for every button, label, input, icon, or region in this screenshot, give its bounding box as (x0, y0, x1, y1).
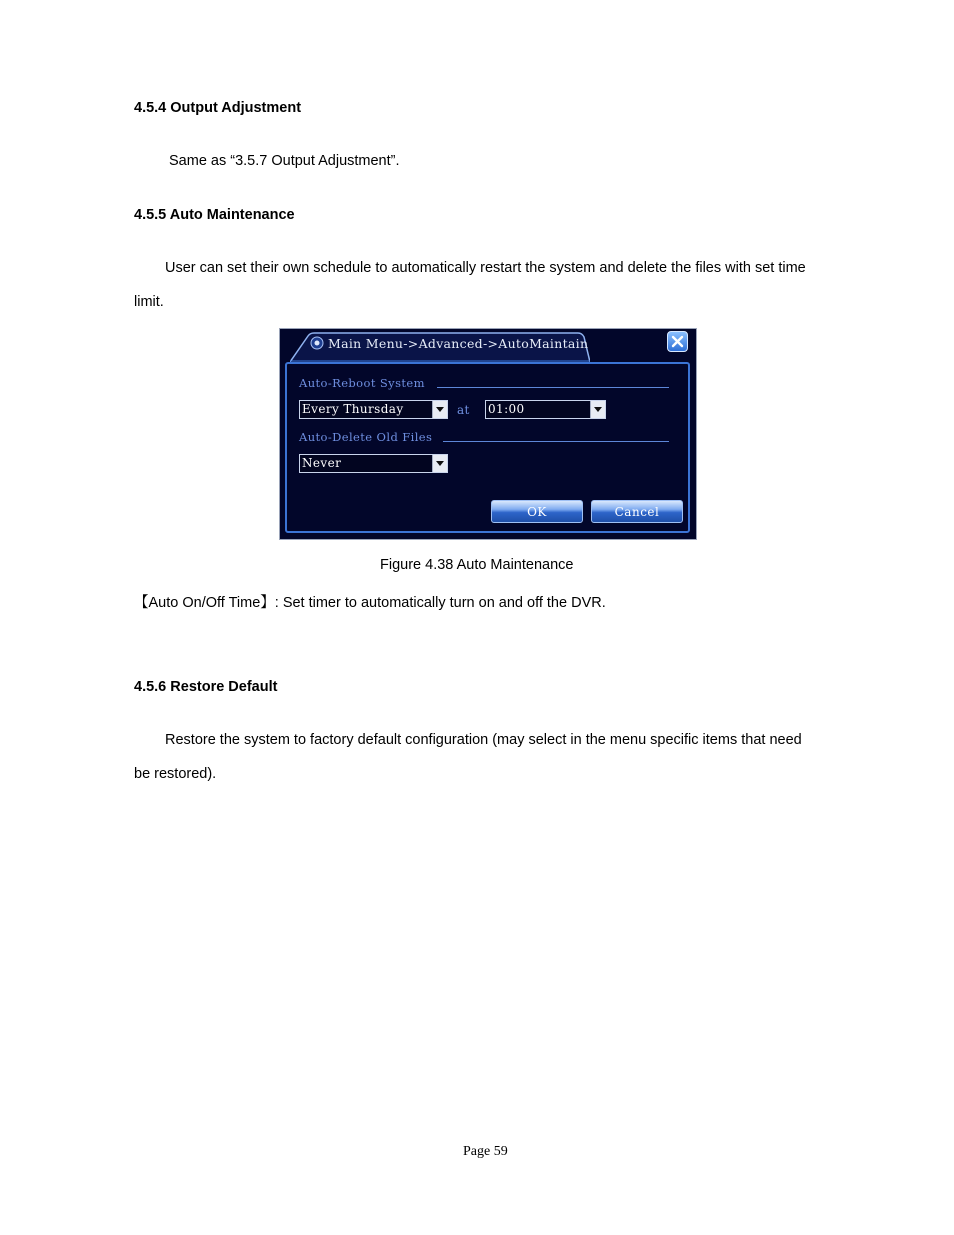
delete-value: Never (302, 456, 342, 470)
auto-maintain-dialog (279, 328, 697, 540)
cancel-button[interactable]: Cancel (591, 500, 683, 523)
note-text: Set timer to automatically turn on and off the DVR. (282, 595, 606, 611)
paragraph-line: limit. (134, 294, 164, 310)
figure-caption: Figure 4.38 Auto Maintenance (380, 557, 574, 573)
reboot-day-value: Every Thursday (302, 402, 404, 416)
chevron-down-icon (590, 401, 605, 418)
section-heading-auto-maintenance: 4.5.5 Auto Maintenance (134, 207, 295, 223)
paragraph-line: be restored). (134, 766, 217, 782)
paragraph-line: User can set their own schedule to automatically restart the system and delete the files with set time (165, 260, 806, 276)
menu-icon (310, 336, 324, 350)
at-label: at (457, 403, 470, 417)
ok-button[interactable]: OK (491, 500, 583, 523)
auto-reboot-label: Auto-Reboot System (299, 376, 425, 390)
close-icon (668, 332, 687, 351)
section-heading-restore-default: 4.5.6 Restore Default (134, 679, 278, 695)
reboot-time-value: 01:00 (488, 402, 525, 416)
divider (443, 441, 669, 442)
auto-delete-label: Auto-Delete Old Files (299, 430, 433, 444)
delete-select[interactable] (299, 454, 448, 473)
section-heading-output-adjustment: 4.5.4 Output Adjustment (134, 100, 302, 116)
paragraph: Same as “3.5.7 Output Adjustment”. (169, 153, 400, 169)
reboot-day-select[interactable] (299, 400, 448, 419)
page-number: Page 59 (463, 1144, 508, 1159)
note-line (134, 591, 606, 612)
chevron-down-icon (432, 455, 447, 472)
divider (437, 387, 669, 388)
reboot-time-select[interactable] (485, 400, 606, 419)
close-button[interactable] (667, 331, 688, 352)
dialog-title: Main Menu->Advanced->AutoMaintain (328, 336, 589, 351)
note-term: 【Auto On/Off Time】: (134, 595, 279, 611)
chevron-down-icon (432, 401, 447, 418)
paragraph-line: Restore the system to factory default configuration (may select in the menu specific items that need (165, 732, 802, 748)
